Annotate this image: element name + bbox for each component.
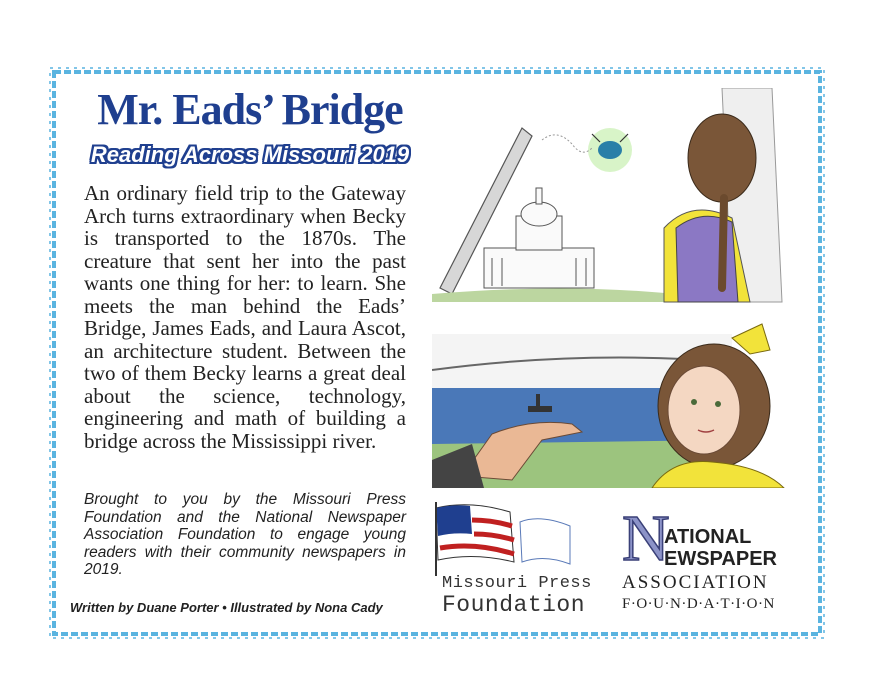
nna-big-letter: N — [622, 502, 670, 575]
bottom-panel-illustration — [432, 320, 804, 488]
top-panel-illustration — [432, 88, 804, 302]
nna-association: ASSOCIATION — [622, 572, 769, 593]
american-flag-icon — [430, 502, 580, 576]
author-illustrator-byline: Written by Duane Porter • Illustrated by Nona Cady — [70, 600, 383, 615]
sponsor-credit: Brought to you by the Missouri Press Foundation and the National Newspaper Association Foundation to engage young readers with their community newspapers in 2019. — [84, 491, 406, 578]
nna-national: ATIONAL — [664, 526, 752, 548]
nna-newspaper: EWSPAPER — [664, 548, 777, 570]
mpf-foundation: Foundation — [442, 592, 586, 618]
nna-foundation: F·O·U·N·D·A·T·I·O·N — [622, 596, 775, 612]
synopsis-text: An ordinary field trip to the Gateway Arch turns extraordinary when Becky is transported to the 1870s. The creature that sent her into the past wants one thing for her: to learn. She meets the man behind the Eads’ Bridge, James Eads, and Laura Ascot, an architecture student. Between the two of them Becky learns a great deal about the science, technology, engineering and math of building a bridge across the Mississippi river. — [84, 181, 406, 453]
mpf-name: Missouri Press — [442, 574, 592, 593]
national-newspaper-association-foundation-logo — [618, 502, 808, 620]
missouri-press-foundation-logo — [430, 502, 620, 620]
book-title: Mr. Eads’ Bridge — [97, 85, 403, 134]
cover-illustration — [432, 88, 804, 488]
book-subtitle: Reading Across Missouri 2019 — [90, 142, 410, 167]
